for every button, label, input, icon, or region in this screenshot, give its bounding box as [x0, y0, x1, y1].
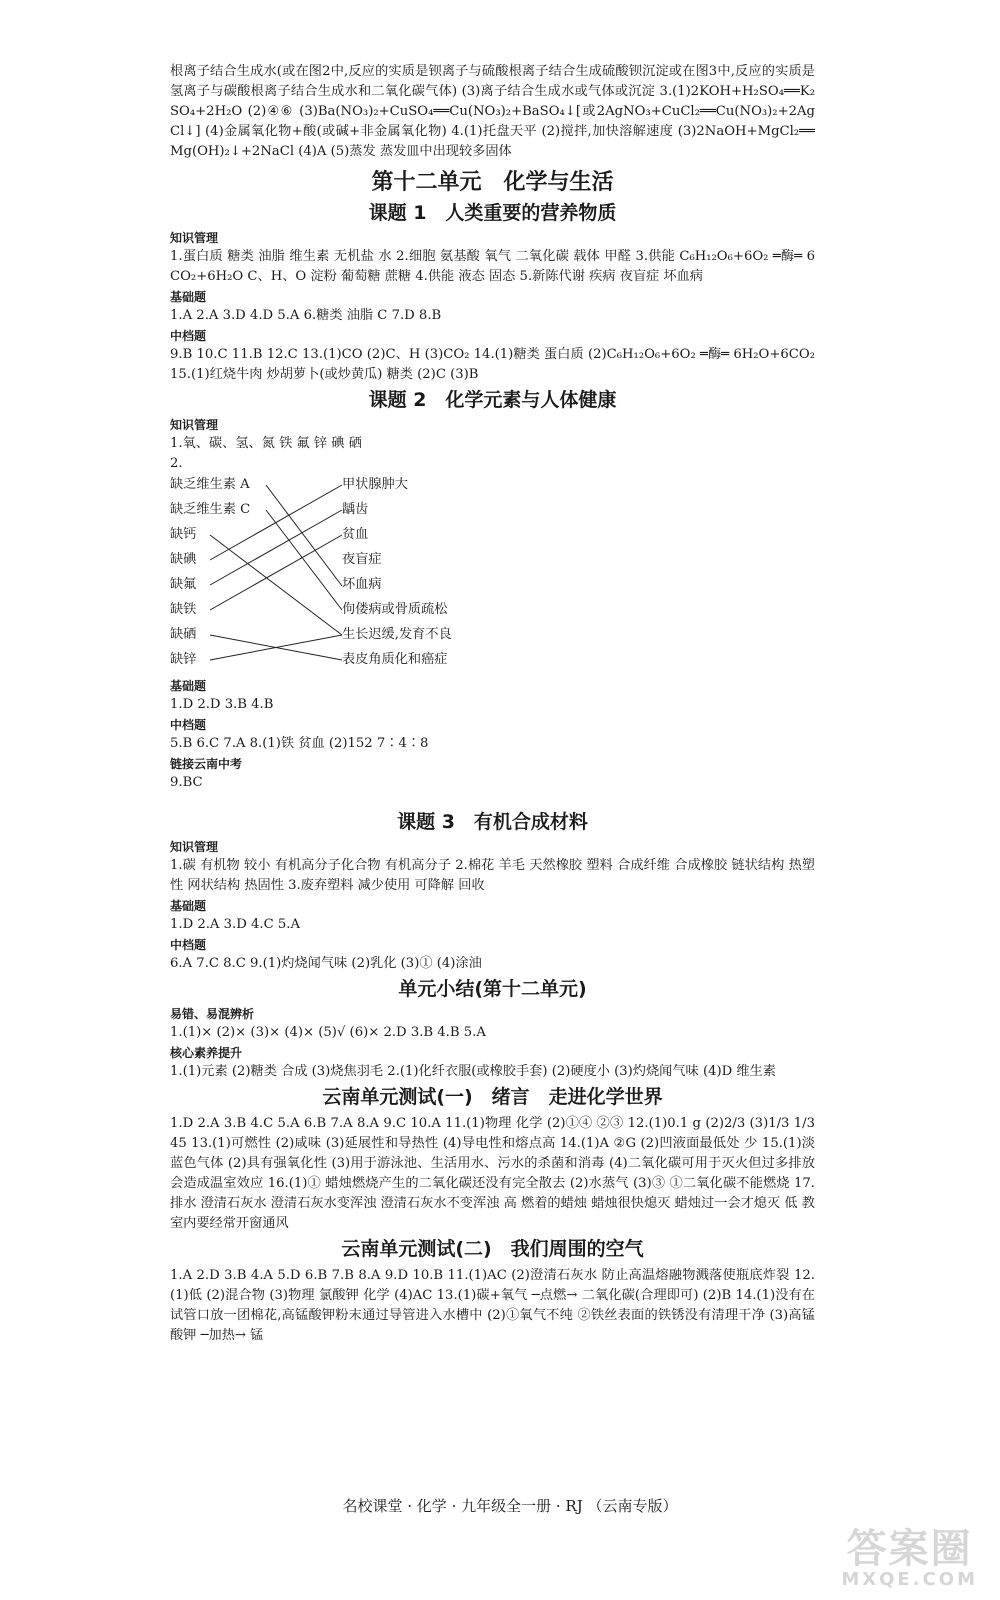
deficiency-label: 缺乏维生素 C	[170, 502, 251, 517]
lesson2-yunnan-label: 链接云南中考	[170, 757, 243, 771]
answer-page	[170, 62, 815, 1346]
summary-core-text: 1.(1)元素 (2)糖类 合成 (3)烧焦羽毛 2.(1)化纤衣服(或橡胶手套) (2)硬度小 (3)灼烧闻气味 (4)D 维生素	[170, 1064, 776, 1079]
test2-title: 云南单元测试(二) 我们周围的空气	[341, 1238, 644, 1260]
watermark-logo	[841, 1528, 978, 1590]
match-line	[210, 535, 342, 635]
lesson2-item2-number: 2.	[170, 456, 183, 471]
matching-lines	[170, 476, 815, 676]
disease-label: 坏血病	[342, 577, 382, 592]
match-line	[266, 485, 342, 586]
lesson1-mid-label: 中档题	[170, 329, 207, 343]
test2-text: 1.A 2.D 3.B 4.A 5.D 6.B 7.B 8.A 9.D 10.B 11.(1)AC (2)澄清石灰水 防止高温熔融物溅落使瓶底炸裂 12.(1)低 (2)混合物 (3)物理 氯酸钾 化学 (4)AC 13.(1)碳+氧气 ─点燃→ 二氧化碳(合理即可) (2)B 14.(1)没有在试管口放一团棉花,高锰酸钾粉末通过导管进入水槽中 (2)①氧气不纯 ②铁丝表面的铁锈没有清理干净 (3)高锰酸钾 ─加热→ 锰	[170, 1268, 815, 1343]
summary-core-label: 核心素养提升	[170, 1046, 243, 1060]
lesson3-title: 课题 3 有机合成材料	[397, 811, 588, 833]
deficiency-label: 缺氟	[170, 577, 197, 592]
watermark-text: 答案圈	[846, 1526, 973, 1572]
match-line	[210, 510, 342, 585]
lesson1-title: 课题 1 人类重要的营养物质	[368, 202, 617, 224]
match-line	[210, 535, 342, 610]
lesson1-basic-text: 1.A 2.A 3.D 4.D 5.A 6.糖类 油脂 C 7.D 8.B	[170, 308, 442, 323]
lesson1-basic-label: 基础题	[170, 290, 207, 304]
unit-title: 第十二单元 化学与生活	[371, 170, 614, 195]
match-line	[210, 485, 342, 560]
lesson3-basic-label: 基础题	[170, 899, 207, 913]
lesson1-knowledge-text: 1.蛋白质 糖类 油脂 维生素 无机盐 水 2.细胞 氨基酸 氧气 二氧化碳 载体 甲醛 3.供能 C₆H₁₂O₆+6O₂ ═酶═ 6CO₂+6H₂O C、H、O 淀粉 葡萄糖 蔗糖 4.供能 液态 固态 5.新陈代谢 疾病 夜盲症 坏血病	[170, 249, 815, 284]
lesson2-basic-text: 1.D 2.D 3.B 4.B	[170, 697, 274, 712]
lesson2-knowledge-text: 1.氧、碳、氢、氮 铁 氟 锌 碘 硒	[170, 436, 362, 451]
disease-label: 甲状腺肿大	[342, 477, 408, 492]
lesson3-mid-text: 6.A 7.C 8.C 9.(1)灼烧闻气味 (2)乳化 (3)① (4)涂油	[170, 956, 482, 971]
lesson1-knowledge-label: 知识管理	[170, 231, 219, 245]
lesson2-basic-label: 基础题	[170, 679, 207, 693]
lesson3-knowledge-text: 1.碳 有机物 较小 有机高分子化合物 有机高分子 2.棉花 羊毛 天然橡胶 塑料 合成纤维 合成橡胶 链状结构 热塑性 网状结构 热固性 3.废弃塑料 减少使用 可降解 回收	[170, 858, 815, 893]
lesson3-basic-text: 1.D 2.A 3.D 4.C 5.A	[170, 917, 300, 932]
lesson2-yunnan-text: 9.BC	[170, 775, 203, 790]
lesson2-title: 课题 2 化学元素与人体健康	[368, 389, 617, 411]
test1-title: 云南单元测试(一) 绪言 走进化学世界	[322, 1086, 663, 1108]
lesson3-knowledge-label: 知识管理	[170, 840, 219, 854]
deficiency-label: 缺碘	[170, 552, 197, 567]
summary-errors-text: 1.(1)× (2)× (3)× (4)× (5)√ (6)× 2.D 3.B 4.B 5.A	[170, 1025, 486, 1040]
summary-errors-label: 易错、易混辨析	[170, 1007, 255, 1021]
test1-text: 1.D 2.A 3.B 4.C 5.A 6.B 7.A 8.A 9.C 10.A 11.(1)物理 化学 (2)①④ ②③ 12.(1)0.1 g (2)2/3 (3)1/3 1/3 45 13.(1)可燃性 (2)咸味 (3)延展性和导热性 (4)导电性和熔点高 14.(1)A ②G (2)凹液面最低处 少 15.(1)淡蓝色气体 (2)具有强氧化性 (3)用于游泳池、生活用水、污水的杀菌和消毒 (4)二氧化碳可用于灭火但过多排放会造成温室效应 16.(1)① 蜡烛燃烧产生的二氧化碳还没有完全散去 (2)水蒸气 (3)③ ①二氧化碳不能燃烧 17.排水 澄清石灰水 澄清石灰水变浑浊 澄清石灰水不变浑浊 高 燃着的蜡烛 蜡烛很快熄灭 蜡烛过一会才熄灭 低 教室内要经常开窗通风	[170, 1116, 815, 1231]
disease-label: 表皮角质化和癌症	[342, 652, 448, 667]
matching-diagram	[170, 476, 815, 676]
lesson3-mid-label: 中档题	[170, 938, 207, 952]
disease-label: 贫血	[342, 527, 369, 542]
deficiency-label: 缺锌	[170, 652, 197, 667]
lesson2-knowledge-label: 知识管理	[170, 418, 219, 432]
disease-label: 夜盲症	[342, 552, 382, 567]
lesson2-mid-label: 中档题	[170, 718, 207, 732]
watermark-url: MXQE.COM	[841, 1569, 978, 1590]
deficiency-label: 缺乏维生素 A	[170, 477, 250, 492]
summary-title: 单元小结(第十二单元)	[398, 978, 587, 1000]
continued-answers: 根离子结合生成水(或在图2中,反应的实质是钡离子与硫酸根离子结合生成硫酸钡沉淀或在图3中,反应的实质是氢离子与碳酸根离子结合生成水和二氧化碳气体) (3)离子结合生成水或气体或沉淀 3.(1)2KOH+H₂SO₄══K₂SO₄+2H₂O (2)④⑥ (3)Ba(NO₃)₂+CuSO₄══Cu(NO₃)₂+BaSO₄↓[或2AgNO₃+CuCl₂══Cu(NO₃)₂+2AgCl↓] (4)金属氧化物+酸(或碱+非金属氧化物) 4.(1)托盘天平 (2)搅拌,加快溶解速度 (3)2NaOH+MgCl₂══Mg(OH)₂↓+2NaCl (4)A (5)蒸发 蒸发皿中出现较多固体	[170, 64, 815, 159]
disease-label: 龋齿	[342, 502, 369, 517]
page-footer: 名校课堂 · 化学 · 九年级全一册 · RJ （云南专版）	[342, 1497, 678, 1515]
deficiency-label: 缺硒	[170, 627, 197, 642]
lesson1-mid-text: 9.B 10.C 11.B 12.C 13.(1)CO (2)C、H (3)CO₂ 14.(1)糖类 蛋白质 (2)C₆H₁₂O₆+6O₂ ═酶═ 6H₂O+6CO₂ 15.(1)红烧牛肉 炒胡萝卜(或炒黄瓜) 糖类 (2)C (3)B	[170, 347, 815, 382]
deficiency-label: 缺铁	[170, 602, 197, 617]
match-line	[266, 510, 342, 610]
deficiency-label: 缺钙	[170, 527, 197, 542]
disease-label: 生长迟缓,发育不良	[342, 627, 452, 642]
disease-label: 佝偻病或骨质疏松	[342, 602, 448, 617]
lesson2-mid-text: 5.B 6.C 7.A 8.(1)铁 贫血 (2)152 7∶4∶8	[170, 736, 429, 751]
